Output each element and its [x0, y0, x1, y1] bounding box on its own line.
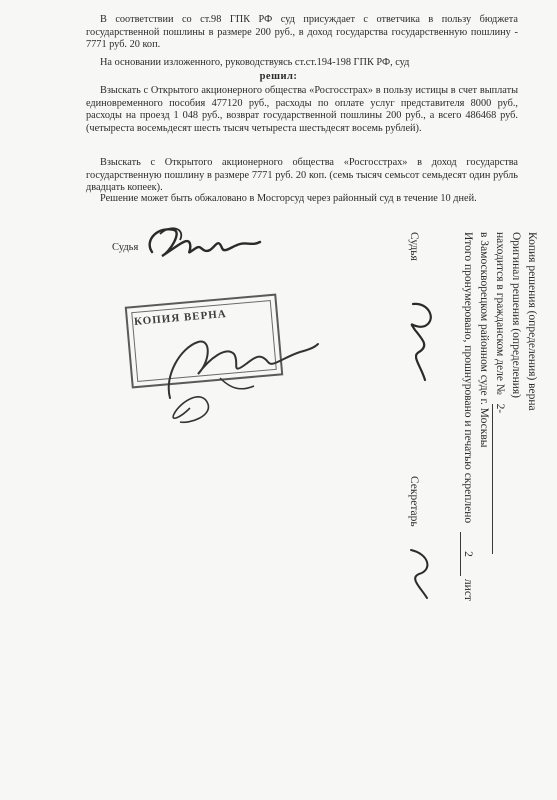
cert-judge-label: Судья: [408, 232, 420, 261]
paragraph-basis: На основании изложенного, руководствуясь ст.ст.194-198 ГПК РФ, суд: [100, 57, 410, 68]
paragraph-appeal: Решение может быть обжаловано в Мосгорсуд через районный суд в течение 10 дней.: [100, 193, 477, 204]
cert-original-location: Оригинал решения (определения): [510, 232, 522, 399]
cert-copy-correct: Копия решения (определения) верна: [526, 232, 538, 411]
cert-judge-signature: [397, 296, 443, 386]
paragraph-recover-amount: Взыскать с Открытого акционерного общества «Росгосстрах» в пользу истицы в счет выплаты единовременного пособия 477120 руб., расходы по оплате услуг представителя 8000 руб., расходы на проезд 1 048 руб., возврат государственной пошлины 200 руб., а всего 486468 руб. (четыреста восемьдесят шесть тысяч четыреста шестьдесят восемь рублей).: [86, 85, 518, 134]
cert-sheets-count: 2: [460, 532, 475, 576]
cert-secretary-label: Секретарь: [408, 476, 420, 527]
cert-sheets: [460, 232, 475, 601]
judge-label: Судья: [112, 242, 139, 253]
decision-heading: решил:: [259, 71, 298, 82]
cert-case-number-value: 2-: [492, 404, 507, 554]
paragraph-recover-duty: Взыскать с Открытого акционерного общества «Росгосстрах» в доход государства государственную пошлину в размере 7771 руб. 20 коп. (семь тысяч семьсот семьдесят один рубль двадцать копеек).: [86, 157, 518, 194]
cert-court-name: в Замоскворецком районном суде г. Москвы: [478, 232, 490, 448]
cert-case-number-label: находится в гражданском деле №: [494, 232, 506, 395]
cert-secretary-signature: [399, 544, 439, 604]
cert-case-number: [492, 232, 507, 554]
cert-sheets-label: Итого пронумеровано, прошнуровано и печатью скреплено: [462, 232, 474, 524]
cert-sheets-suffix: лист: [462, 578, 474, 601]
certification-block: [299, 226, 539, 716]
judge-signature: [140, 222, 270, 272]
paragraph-state-duty: В соответствии со ст.98 ГПК РФ суд присуждает с ответчика в пользу бюджета государственной пошлины в размере 200 руб., в доход государства государственную пошлину - 7771 руб. 20 коп.: [86, 14, 518, 51]
stamp-signature: [150, 318, 320, 428]
stamp-text: КОПИЯ ВЕРНА: [133, 307, 228, 328]
